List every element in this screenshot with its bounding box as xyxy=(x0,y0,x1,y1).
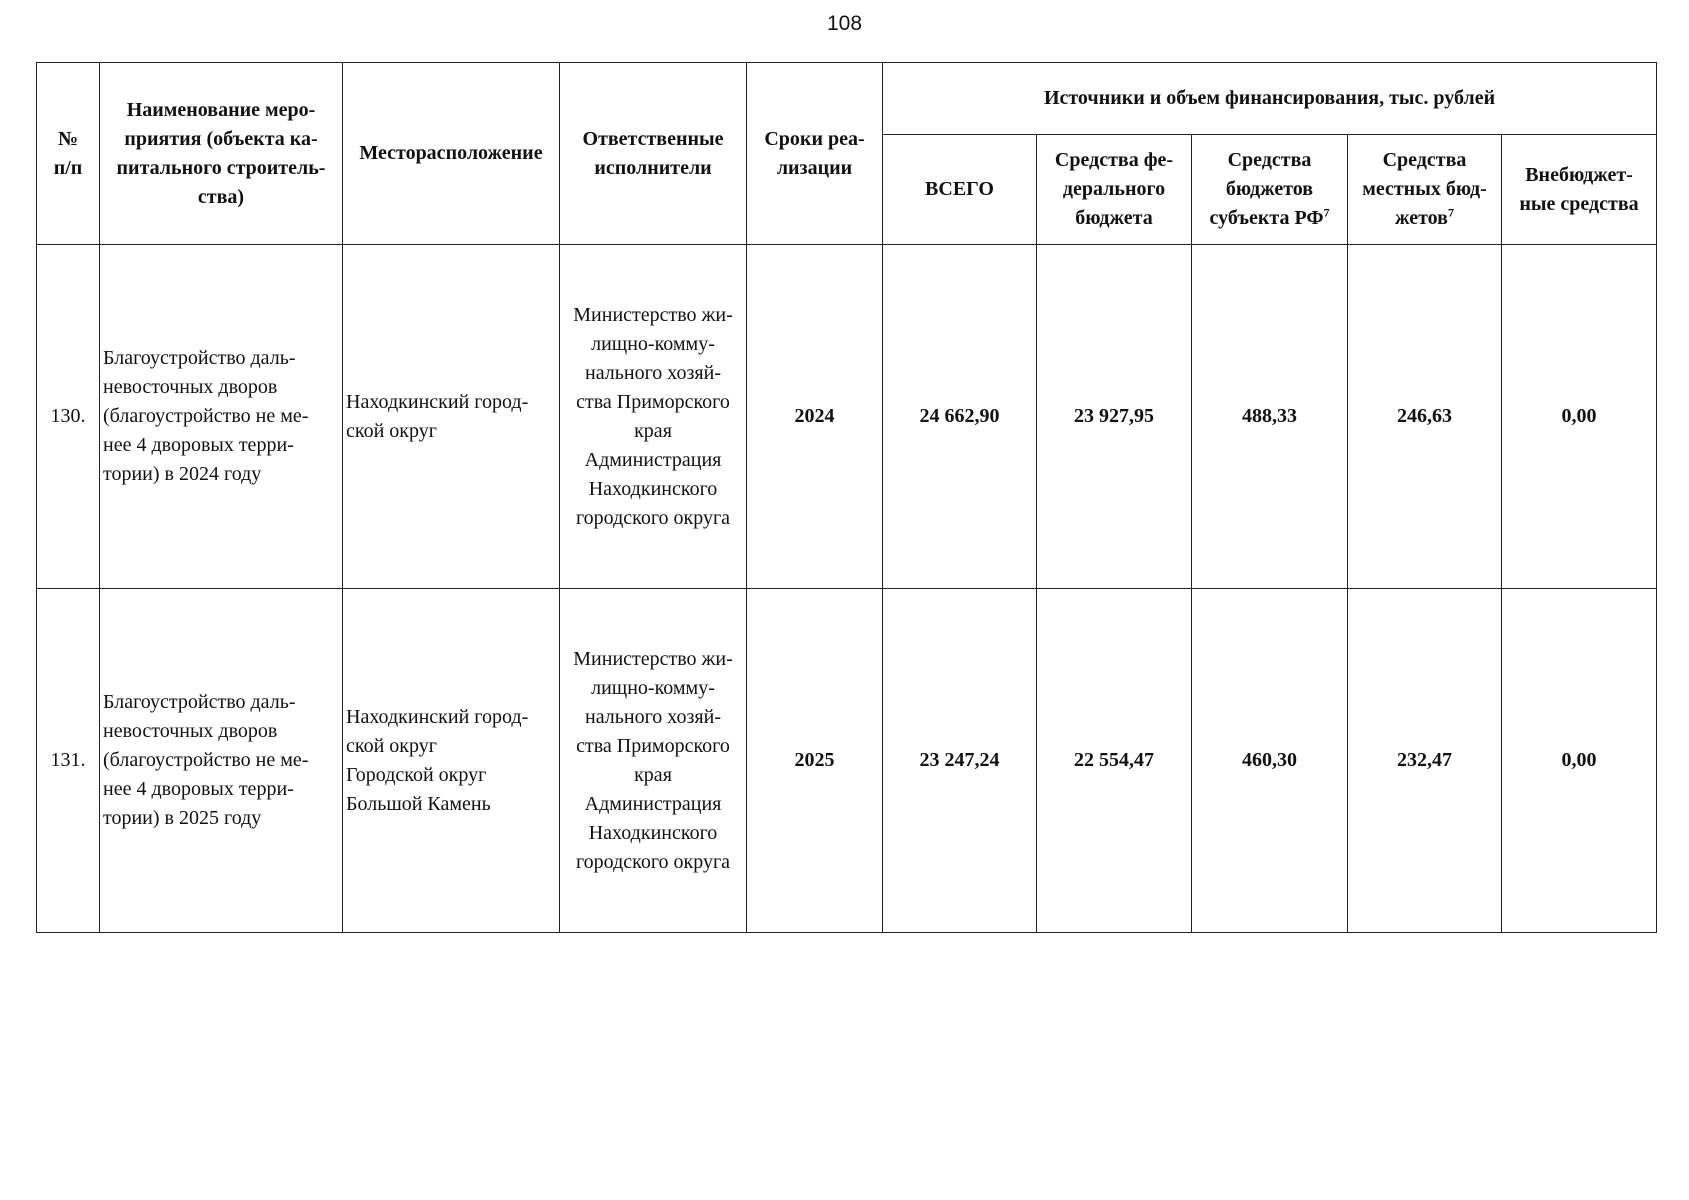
cell-location-line: Большой Камень xyxy=(346,792,491,815)
cell-local: 232,47 xyxy=(1348,589,1502,933)
cell-location xyxy=(343,589,560,933)
cell-num: 130. xyxy=(37,245,100,589)
header-executors-line: Ответственные xyxy=(582,127,724,150)
header-extra-line: Внебюджет- xyxy=(1525,163,1633,186)
header-federal-line: бюджета xyxy=(1075,207,1153,229)
cell-executors-line: лищно-комму- xyxy=(591,676,715,699)
cell-executors-line: Администрация xyxy=(584,448,722,471)
cell-executors-line: городского округа xyxy=(575,850,731,873)
cell-extra: 0,00 xyxy=(1502,589,1657,933)
cell-executors-line: ства Приморского xyxy=(576,390,730,413)
header-location xyxy=(343,63,560,245)
header-executors-line: исполнители xyxy=(594,156,712,179)
header-regional-text: субъекта РФ xyxy=(1209,207,1324,229)
cell-period: 2025 xyxy=(747,589,883,933)
cell-executors-line: нального хозяй- xyxy=(585,361,721,384)
cell-name-line: невосточных дворов xyxy=(103,720,278,742)
cell-regional: 460,30 xyxy=(1192,589,1348,933)
cell-name xyxy=(100,245,343,589)
header-federal-line: дерального xyxy=(1062,178,1166,200)
cell-executors-line: городского округа xyxy=(575,506,731,529)
header-total xyxy=(883,135,1037,245)
header-num-line: п/п xyxy=(53,156,83,179)
header-federal xyxy=(1037,135,1192,245)
header-extra xyxy=(1502,135,1657,245)
header-period xyxy=(747,63,883,245)
cell-location-line: Городской округ xyxy=(346,763,487,786)
cell-executors-line: края xyxy=(634,419,672,442)
header-regional-line xyxy=(1195,204,1344,233)
footnote-marker: 7 xyxy=(1447,205,1454,220)
cell-executors xyxy=(560,245,747,589)
header-num-line: № xyxy=(57,127,79,150)
cell-executors-line: Администрация xyxy=(584,792,722,815)
header-extra-line: ные средства xyxy=(1519,192,1639,215)
header-regional-line: бюджетов xyxy=(1225,178,1314,200)
cell-extra: 0,00 xyxy=(1502,245,1657,589)
header-regional xyxy=(1192,135,1348,245)
header-num xyxy=(37,63,100,245)
header-name xyxy=(100,63,343,245)
cell-executors-line: края xyxy=(634,763,672,786)
header-local-line: Средства xyxy=(1382,149,1467,171)
cell-executors-line: Находкинского xyxy=(588,477,718,500)
cell-executors-line: ства Приморского xyxy=(576,734,730,757)
header-name-line: приятия (объекта ка- xyxy=(124,127,318,150)
cell-executors-line: Находкинского xyxy=(588,821,718,844)
header-local xyxy=(1348,135,1502,245)
cell-name-line: (благоустройство не ме- xyxy=(103,405,309,427)
header-location-label: Месторасположение xyxy=(359,142,543,164)
page-number: 108 xyxy=(826,12,863,35)
cell-name xyxy=(100,589,343,933)
cell-total: 24 662,90 xyxy=(883,245,1037,589)
cell-name-line: нее 4 дворовых терри- xyxy=(103,434,294,456)
header-executors xyxy=(560,63,747,245)
cell-executors-line: нального хозяй- xyxy=(585,705,721,728)
header-local-text: жетов xyxy=(1395,207,1448,229)
table-row xyxy=(37,589,1657,933)
cell-location-line: Находкинский город- xyxy=(346,705,529,728)
cell-federal: 23 927,95 xyxy=(1037,245,1192,589)
header-federal-line: Средства фе- xyxy=(1054,149,1174,171)
header-name-line: Наименование меро- xyxy=(126,98,316,121)
cell-executors-line: Министерство жи- xyxy=(573,303,733,326)
cell-executors-line: лищно-комму- xyxy=(591,332,715,355)
cell-location-line: Находкинский город- xyxy=(346,390,529,413)
cell-name-line: невосточных дворов xyxy=(103,376,278,398)
cell-location-line: ской округ xyxy=(346,419,437,442)
cell-location-line: ской округ xyxy=(346,734,437,757)
cell-name-line: Благоустройство даль- xyxy=(103,691,296,713)
header-sources-label: Источники и объем финансирования, тыс. рублей xyxy=(1043,87,1496,109)
cell-total: 23 247,24 xyxy=(883,589,1037,933)
header-sources xyxy=(883,63,1657,135)
cell-federal: 22 554,47 xyxy=(1037,589,1192,933)
header-local-line xyxy=(1351,204,1498,233)
cell-regional: 488,33 xyxy=(1192,245,1348,589)
header-name-line: питального строитель- xyxy=(116,156,326,179)
footnote-marker: 7 xyxy=(1323,205,1330,220)
cell-local: 246,63 xyxy=(1348,245,1502,589)
cell-num: 131. xyxy=(37,589,100,933)
cell-executors xyxy=(560,589,747,933)
cell-name-line: тории) в 2024 году xyxy=(103,463,262,485)
cell-location xyxy=(343,245,560,589)
header-total-label: ВСЕГО xyxy=(925,178,994,200)
cell-executors-line: Министерство жи- xyxy=(573,647,733,670)
table-row xyxy=(37,245,1657,589)
cell-name-line: тории) в 2025 году xyxy=(103,807,262,829)
cell-name-line: Благоустройство даль- xyxy=(103,347,296,369)
header-period-line: Сроки реа- xyxy=(764,127,865,150)
cell-period: 2024 xyxy=(747,245,883,589)
cell-name-line: (благоустройство не ме- xyxy=(103,749,309,771)
header-name-line: ства) xyxy=(197,185,245,208)
header-regional-line: Средства xyxy=(1227,149,1312,171)
cell-name-line: нее 4 дворовых терри- xyxy=(103,778,294,800)
financing-table xyxy=(36,62,1657,933)
header-local-line: местных бюд- xyxy=(1362,178,1487,200)
header-period-line: лизации xyxy=(776,156,853,179)
